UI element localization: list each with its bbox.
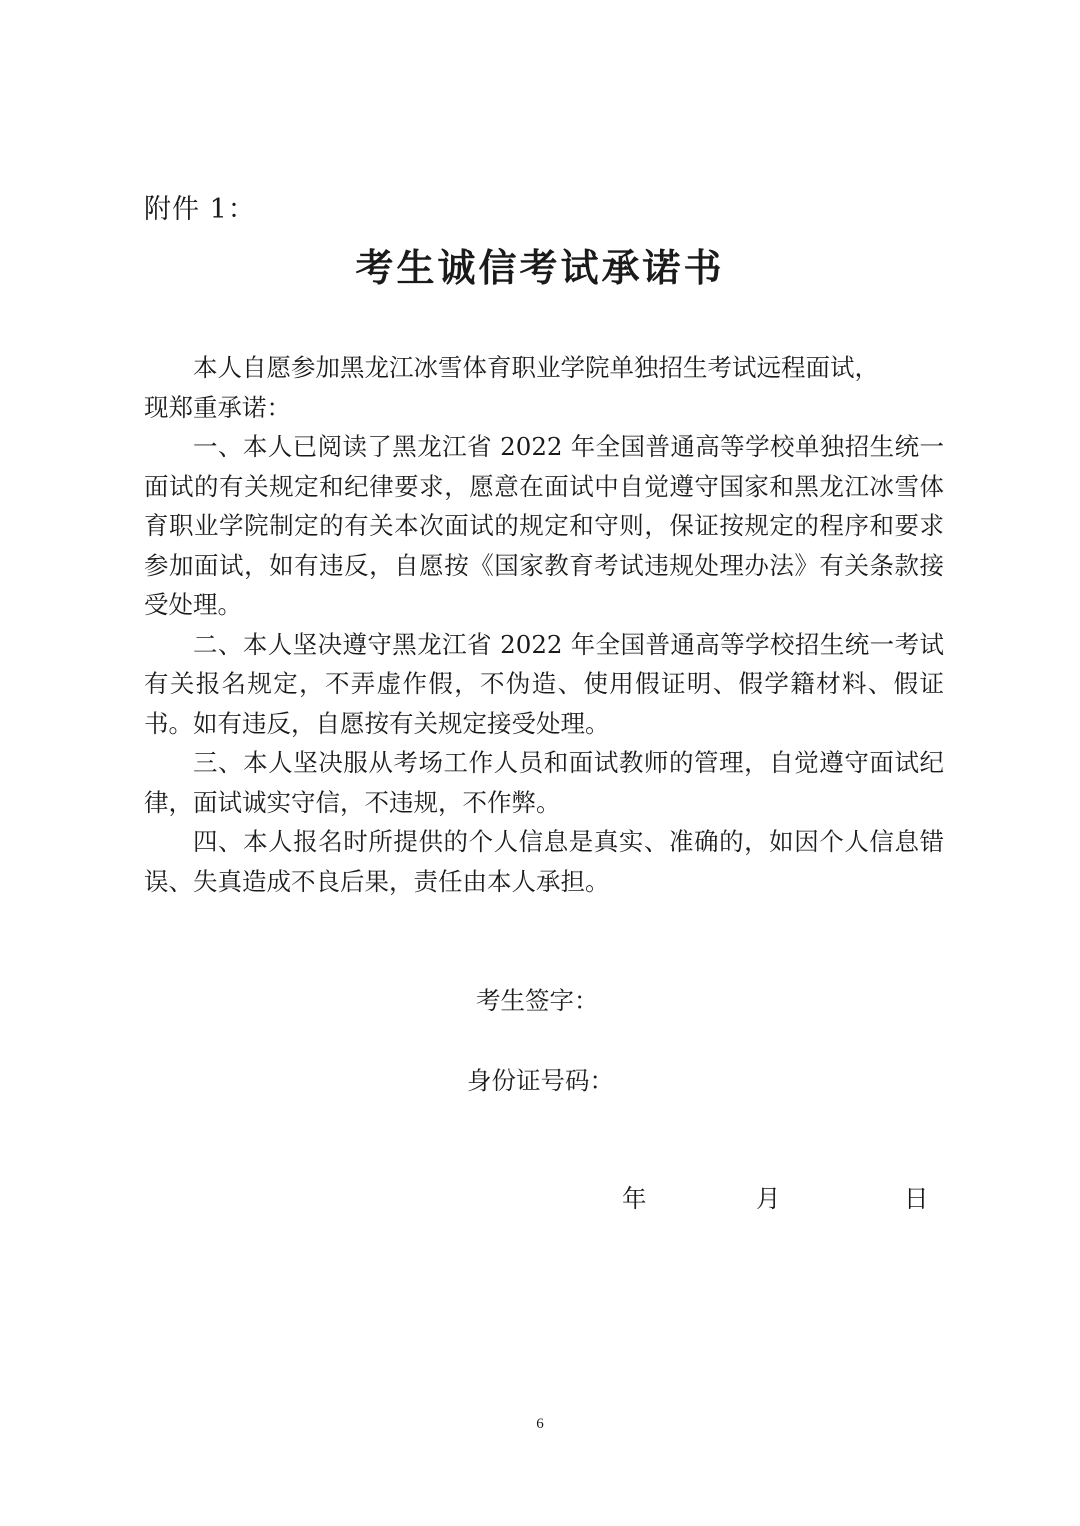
date-day-label: 日 <box>904 1184 929 1213</box>
document-body <box>144 348 944 901</box>
commitment-item-4: 四、本人报名时所提供的个人信息是真实、准确的，如因个人信息错误、失真造成不良后果，责任由本人承担。 <box>144 827 944 896</box>
commitment-item-3: 三、本人坚决服从考场工作人员和面试教师的管理，自觉遵守面试纪律，面试诚实守信，不违规，不作弊。 <box>144 748 944 817</box>
intro-paragraph: 本人自愿参加黑龙江冰雪体育职业学院单独招生考试远程面试， <box>193 353 879 382</box>
date-year-label: 年 <box>622 1184 647 1213</box>
date-month-label: 月 <box>756 1184 781 1213</box>
page-number: 6 <box>536 1416 544 1432</box>
attachment-label: 附件 1： <box>144 194 256 225</box>
intro-continuation: 现郑重承诺： <box>144 392 291 422</box>
id-number-label: 身份证号码： <box>467 1066 614 1095</box>
signature-label: 考生签字： <box>476 986 599 1015</box>
commitment-item-2: 二、本人坚决遵守黑龙江省 2022 年全国普通高等学校招生统一考试有关报名规定，不弄虚作假，不伪造、使用假证明、假学籍材料、假证书。如有违反，自愿按有关规定接受处理。 <box>144 629 944 738</box>
commitment-item-1: 一、本人已阅读了黑龙江省 2022 年全国普通高等学校单独招生统一面试的有关规定和纪律要求，愿意在面试中自觉遵守国家和黑龙江冰雪体育职业学院制定的有关本次面试的规定和守则，保证按规定的程序和要求参加面试，如有违反，自愿按《国家教育考试违规处理办法》有关条款接受处理。 <box>144 432 944 619</box>
date-line <box>0 1180 1080 1220</box>
document-title: 考生诚信考试承诺书 <box>355 246 725 290</box>
